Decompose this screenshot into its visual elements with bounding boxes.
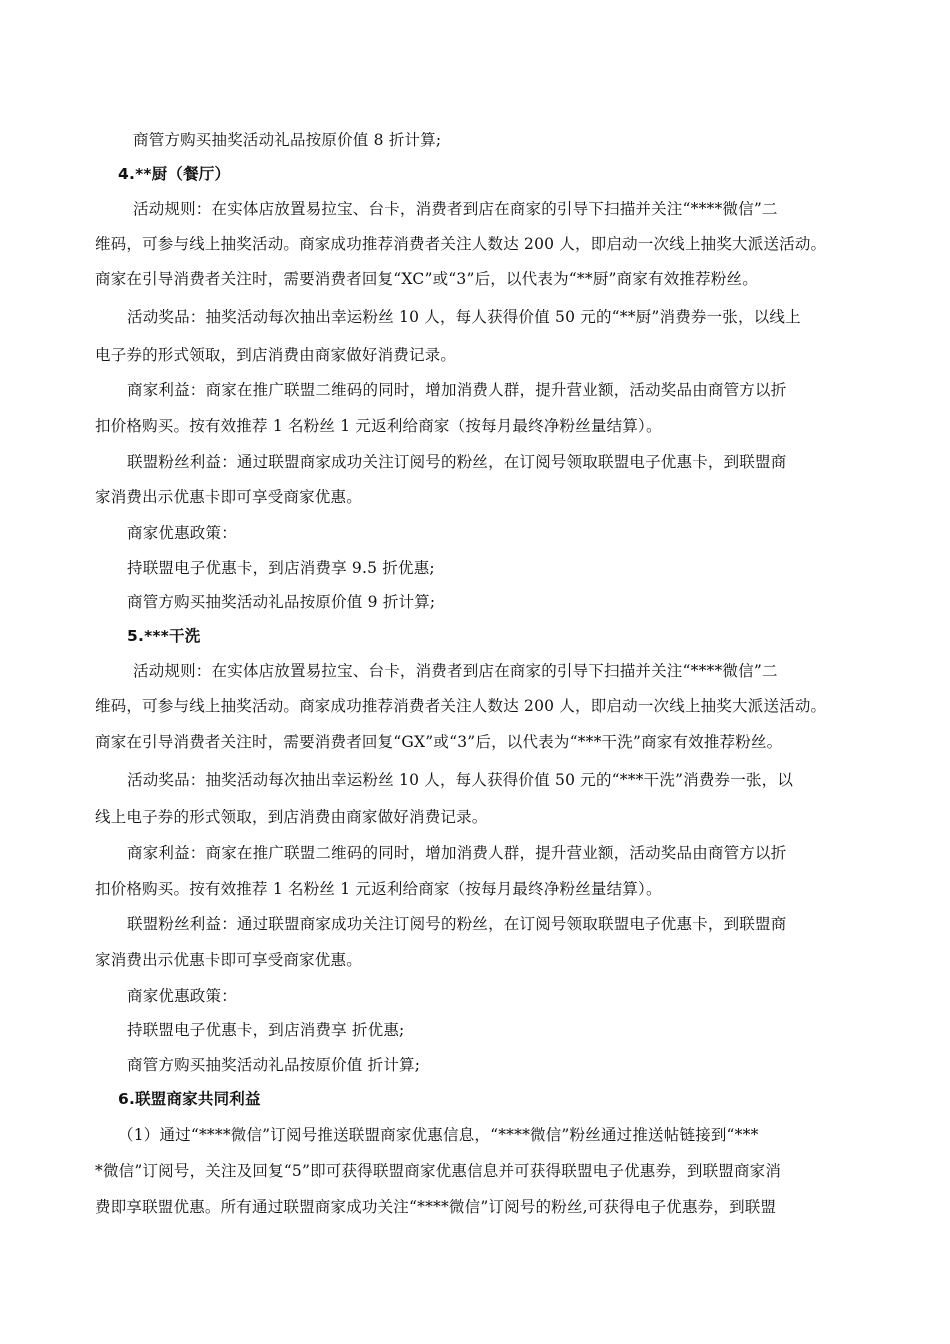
text-line: 联盟粉丝利益：通过联盟商家成功关注订阅号的粉丝，在订阅号领取联盟电子优惠卡，到联盟商 [127, 453, 787, 471]
text-line: 电子券的形式领取，到店消费由商家做好消费记录。 [95, 346, 457, 364]
text-line: 商管方购买抽奖活动礼品按原价值 9 折计算; [127, 593, 436, 611]
text-line: *微信”订阅号，关注及回复“5”即可获得联盟商家优惠信息并可获得联盟电子优惠券，到联盟商家消 [95, 1162, 782, 1180]
text-line: （1）通过“****微信”订阅号推送联盟商家优惠信息，“****微信”粉丝通过推送帖链接到“*** [118, 1126, 759, 1144]
text-line: 商管方购买抽奖活动礼品按原价值 折计算; [127, 1056, 421, 1074]
text-line: 商家利益：商家在推广联盟二维码的同时，增加消费人群，提升营业额，活动奖品由商管方以折 [127, 381, 787, 399]
text-line: 持联盟电子优惠卡，到店消费享 折优惠; [127, 1021, 405, 1039]
section-heading: 5.***干洗 [127, 627, 201, 645]
text-line: 商家利益：商家在推广联盟二维码的同时，增加消费人群，提升营业额，活动奖品由商管方以折 [127, 844, 787, 862]
text-line: 活动奖品：抽奖活动每次抽出幸运粉丝 10 人，每人获得价值 50 元的“***干洗”消费券一张，以 [127, 771, 794, 789]
text-line: 联盟粉丝利益：通过联盟商家成功关注订阅号的粉丝，在订阅号领取联盟电子优惠卡，到联盟商 [127, 915, 787, 933]
text-line: 维码，可参与线上抽奖活动。商家成功推荐消费者关注人数达 200 人，即启动一次线上抽奖大派送活动。 [95, 235, 827, 253]
text-line: 家消费出示优惠卡即可享受商家优惠。 [95, 488, 362, 506]
text-line: 费即享联盟优惠。所有通过联盟商家成功关注“****微信”订阅号的粉丝,可获得电子优惠券，到联盟 [95, 1198, 777, 1216]
text-line: 扣价格购买。按有效推荐 1 名粉丝 1 元返利给商家（按每月最终净粉丝量结算）。 [95, 880, 662, 898]
text-line: 商家优惠政策： [127, 987, 237, 1005]
text-line: 维码，可参与线上抽奖活动。商家成功推荐消费者关注人数达 200 人，即启动一次线上抽奖大派送活动。 [95, 697, 827, 715]
text-line: 商家优惠政策： [127, 524, 237, 542]
section-heading: 4.**厨（餐厅） [118, 165, 231, 183]
text-line: 商家在引导消费者关注时，需要消费者回复“GX”或“3”后，以代表为“***干洗”商家有效推荐粉丝。 [95, 733, 783, 751]
text-line: 扣价格购买。按有效推荐 1 名粉丝 1 元返利给商家（按每月最终净粉丝量结算）。 [95, 417, 662, 435]
text-line: 家消费出示优惠卡即可享受商家优惠。 [95, 951, 362, 969]
text-line: 活动规则：在实体店放置易拉宝、台卡，消费者到店在商家的引导下扫描并关注“****微信”二 [133, 200, 778, 218]
text-line: 线上电子券的形式领取，到店消费由商家做好消费记录。 [95, 808, 488, 826]
text-line: 活动规则：在实体店放置易拉宝、台卡，消费者到店在商家的引导下扫描并关注“****微信”二 [133, 662, 778, 680]
section-heading: 6.联盟商家共同利益 [118, 1090, 261, 1108]
text-line: 商家在引导消费者关注时，需要消费者回复“XC”或“3”后，以代表为“**厨”商家有效推荐粉丝。 [95, 270, 758, 288]
text-line: 活动奖品：抽奖活动每次抽出幸运粉丝 10 人，每人获得价值 50 元的“**厨”消费券一张，以线上 [127, 308, 801, 326]
text-line: 商管方购买抽奖活动礼品按原价值 8 折计算; [133, 131, 442, 149]
text-line: 持联盟电子优惠卡，到店消费享 9.5 折优惠; [127, 559, 435, 577]
